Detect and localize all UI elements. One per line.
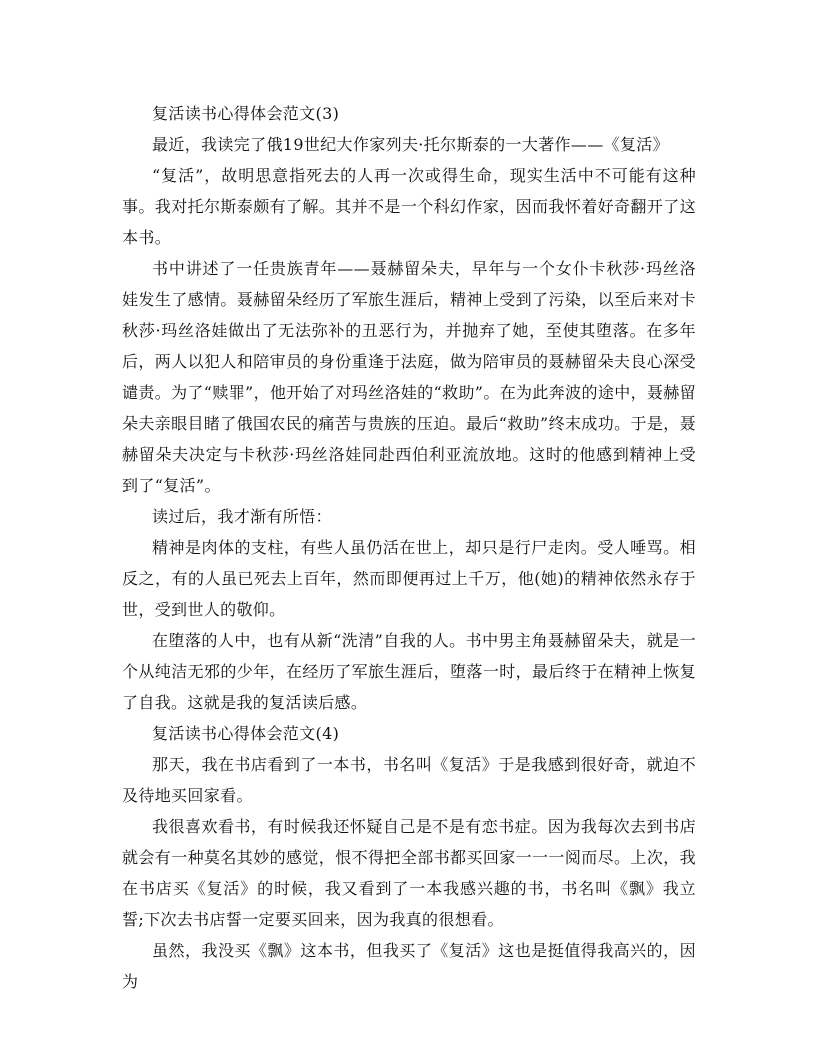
paragraph-realization: 读过后，我才渐有所悟： — [152, 507, 332, 526]
paragraph-intro: 最近，我读完了俄19世纪大作家列夫·托尔斯泰的一大著作——《复活》 — [152, 135, 669, 154]
paragraph-plot: 书中讲述了一任贵族青年——聂赫留朵夫，早年与一个女仆卡秋莎·玛丝洛娃发生了感情。聂赫留朵经历了军旅生涯后，精神上受到了污染，以至后来对卡秋莎·玛丝洛娃做出了无法弥补的丑恶行为，并抛弃了她，至使其堕落。在多年后，两人以犯人和陪审员的身份重逢于法庭，做为陪审员的聂赫留朵夫良心深受谴责。为了“赎罪”，他开始了对玛丝洛娃的“救助”。在为此奔波的途中，聂赫留朵夫亲眼目睹了俄国农民的痛苦与贵族的压迫。最后“救助”终末成功。于是，聂赫留朵夫决定与卡秋莎·玛丝洛娃同赴西伯利亚流放地。这时的他感到精神上受到了“复活”。 — [122, 259, 696, 495]
paragraph-title-meaning: “复活”，故明思意指死去的人再一次或得生命，现实生活中不可能有这种事。我对托尔斯泰颇有了解。其并不是一个科幻作家，因而我怀着好奇翻开了这本书。 — [122, 166, 696, 247]
paragraph-bookstore: 那天，我在书店看到了一本书，书名叫《复活》于是我感到很好奇，就迫不及待地买回家看。 — [122, 755, 696, 805]
section-heading-3: 复活读书心得体会范文(3) — [152, 104, 340, 123]
paragraph-spirit: 精神是肉体的支柱，有些人虽仍活在世上，却只是行尸走肉。受人唾骂。相反之，有的人虽已死去上百年，然而即便再过上千万，他(她)的精神依然永存于世，受到世人的敬仰。 — [122, 538, 696, 619]
paragraph-love-books: 我很喜欢看书，有时候我还怀疑自己是不是有恋书症。因为我每次去到书店就会有一种莫名其妙的感觉，恨不得把全部书都买回家一一一阅而尽。上次，我在书店买《复活》的时候，我又看到了一本我感兴趣的书，书名叫《飘》我立誓;下次去书店誓一定要买回来，因为我真的很想看。 — [122, 817, 696, 929]
paragraph-fallen: 在堕落的人中，也有从新“洗清”自我的人。书中男主角聂赫留朵夫，就是一个从纯洁无邪的少年，在经历了军旅生涯后，堕落一时，最后终于在精神上恢复了自我。这就是我的复活读后感。 — [122, 631, 696, 712]
document-page — [122, 98, 696, 997]
paragraph-bought: 虽然，我没买《飘》这本书，但我买了《复活》这也是挺值得我高兴的，因为 — [122, 941, 696, 991]
section-heading-4: 复活读书心得体会范文(4) — [152, 724, 340, 743]
